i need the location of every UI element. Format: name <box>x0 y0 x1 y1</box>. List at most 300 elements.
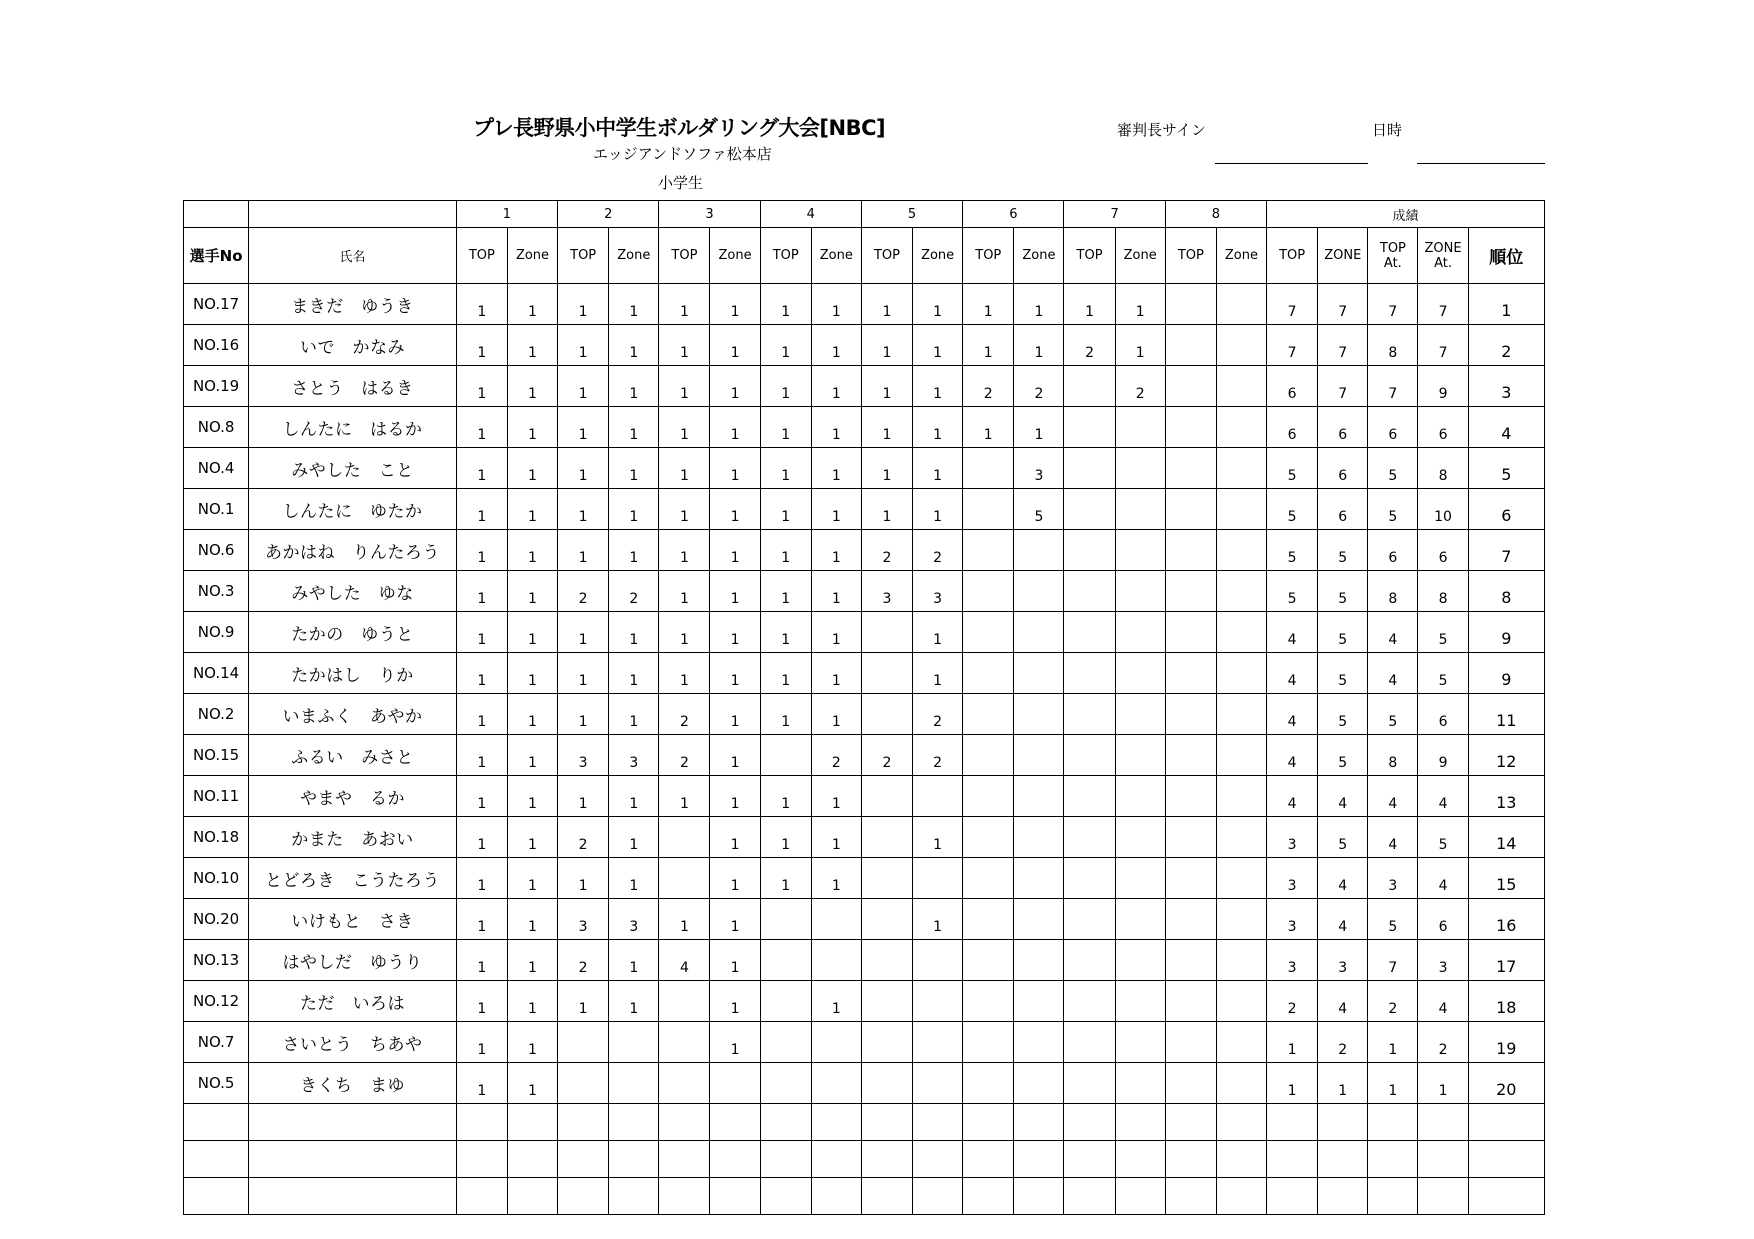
player-name-cell: きくち まゆ <box>249 1063 457 1104</box>
total-top-cell: 1 <box>1267 1022 1318 1063</box>
round-8-zone-cell <box>1216 653 1266 694</box>
round-5-zone-cell: 2 <box>913 530 963 571</box>
rank-cell: 3 <box>1468 366 1544 407</box>
round-7-zone-cell <box>1115 940 1165 981</box>
round-1-zone-cell: 1 <box>507 1022 557 1063</box>
round-5-zone-cell: 1 <box>913 817 963 858</box>
table-row <box>184 1022 1545 1063</box>
round-5-top-cell <box>861 776 912 817</box>
player-no-cell: NO.15 <box>184 735 249 776</box>
round-1-zone-cell: 1 <box>507 735 557 776</box>
player-name-cell: たかの ゆうと <box>249 612 457 653</box>
zone-attempts-cell: 8 <box>1418 448 1468 489</box>
empty-cell <box>1064 1104 1115 1141</box>
round-5-top-cell: 3 <box>861 571 912 612</box>
sheet-title: プレ長野県小中学生ボルダリング大会[NBC] <box>473 116 886 140</box>
empty-cell <box>184 1104 249 1141</box>
round-6-zone-cell: 1 <box>1014 407 1064 448</box>
round-2-top-cell: 1 <box>558 530 609 571</box>
empty-cell <box>558 1104 609 1141</box>
round-8-zone-cell <box>1216 776 1266 817</box>
round-3-top-cell <box>659 1022 710 1063</box>
player-name-cell: たかはし りか <box>249 653 457 694</box>
empty-cell <box>913 1178 963 1215</box>
player-no-cell: NO.2 <box>184 694 249 735</box>
round-7-top-cell <box>1064 940 1115 981</box>
total-zone-cell: 7 <box>1318 366 1368 407</box>
player-no-cell: NO.1 <box>184 489 249 530</box>
total-top-cell: 7 <box>1267 284 1318 325</box>
round-6-top-cell <box>963 817 1014 858</box>
empty-cell <box>710 1178 760 1215</box>
round-3-top-cell: 1 <box>659 653 710 694</box>
round-2-top-cell: 1 <box>558 366 609 407</box>
round-1-zone-cell: 1 <box>507 694 557 735</box>
round-2-zone-cell: 1 <box>609 694 659 735</box>
player-no-cell: NO.8 <box>184 407 249 448</box>
round-4-zone-cell: 1 <box>811 653 861 694</box>
player-name-cell: しんたに はるか <box>249 407 457 448</box>
zone-attempts-cell: 7 <box>1418 284 1468 325</box>
round-1-top-cell: 1 <box>456 653 507 694</box>
round-1-zone-cell: 1 <box>507 407 557 448</box>
total-top-cell: 4 <box>1267 612 1318 653</box>
round-3-zone-cell: 1 <box>710 899 760 940</box>
round-2-top-cell: 2 <box>558 571 609 612</box>
empty-cell <box>456 1178 507 1215</box>
empty-cell <box>1468 1104 1544 1141</box>
round-1-zone-cell: 1 <box>507 653 557 694</box>
round-6-top-cell <box>963 858 1014 899</box>
round-4-zone-cell: 1 <box>811 407 861 448</box>
top-attempts-cell: 4 <box>1368 612 1418 653</box>
zone-header: Zone <box>710 228 760 284</box>
results-group-header: 成績 <box>1267 201 1545 228</box>
empty-cell <box>1418 1104 1468 1141</box>
round-2-top-cell <box>558 1022 609 1063</box>
round-6-top-cell <box>963 653 1014 694</box>
round-1-zone-cell: 1 <box>507 612 557 653</box>
zone-attempts-cell: 10 <box>1418 489 1468 530</box>
empty-cell <box>507 1141 557 1178</box>
round-6-zone-cell: 1 <box>1014 325 1064 366</box>
round-1-top-cell: 1 <box>456 530 507 571</box>
zone-attempts-header-line1: ZONE <box>1424 240 1462 256</box>
player-name-cell: かまた あおい <box>249 817 457 858</box>
round-4-zone-cell: 1 <box>811 858 861 899</box>
round-4-zone-cell: 1 <box>811 817 861 858</box>
player-name-cell: とどろき こうたろう <box>249 858 457 899</box>
round-6-top-cell <box>963 1063 1014 1104</box>
round-7-top-cell <box>1064 407 1115 448</box>
round-3-top-cell: 1 <box>659 571 710 612</box>
round-1-top-cell: 1 <box>456 489 507 530</box>
top-attempts-cell: 7 <box>1368 940 1418 981</box>
zone-header: Zone <box>507 228 557 284</box>
name-header: 氏名 <box>249 228 457 284</box>
round-7-zone-cell <box>1115 571 1165 612</box>
round-3-top-cell <box>659 858 710 899</box>
player-name-cell: いまふく あやか <box>249 694 457 735</box>
top-attempts-cell: 4 <box>1368 653 1418 694</box>
round-4-header: 4 <box>760 201 861 228</box>
top-attempts-cell: 8 <box>1368 325 1418 366</box>
empty-cell <box>507 1104 557 1141</box>
empty-cell <box>1064 1178 1115 1215</box>
zone-attempts-cell: 6 <box>1418 899 1468 940</box>
round-8-top-cell <box>1165 489 1216 530</box>
table-row <box>184 530 1545 571</box>
date-line <box>1417 163 1545 164</box>
round-7-zone-cell <box>1115 899 1165 940</box>
round-5-zone-cell: 3 <box>913 571 963 612</box>
round-4-top-cell: 1 <box>760 776 811 817</box>
top-attempts-cell: 5 <box>1368 694 1418 735</box>
round-5-top-cell: 1 <box>861 366 912 407</box>
round-7-zone-cell <box>1115 653 1165 694</box>
round-2-top-cell: 3 <box>558 735 609 776</box>
round-8-zone-cell <box>1216 899 1266 940</box>
empty-cell <box>1318 1178 1368 1215</box>
round-3-zone-cell: 1 <box>710 448 760 489</box>
total-top-cell: 2 <box>1267 981 1318 1022</box>
round-6-top-cell <box>963 448 1014 489</box>
round-3-zone-cell: 1 <box>710 776 760 817</box>
round-7-zone-cell: 1 <box>1115 325 1165 366</box>
round-8-top-cell <box>1165 325 1216 366</box>
round-8-zone-cell <box>1216 489 1266 530</box>
total-top-cell: 3 <box>1267 899 1318 940</box>
round-8-top-cell <box>1165 776 1216 817</box>
date-label: 日時 <box>1372 121 1403 139</box>
round-3-top-cell: 1 <box>659 366 710 407</box>
empty-table-row <box>184 1104 1545 1141</box>
round-3-zone-cell: 1 <box>710 489 760 530</box>
total-zone-cell: 5 <box>1318 653 1368 694</box>
round-6-top-cell <box>963 940 1014 981</box>
total-zone-cell: 5 <box>1318 530 1368 571</box>
round-7-top-cell <box>1064 489 1115 530</box>
empty-cell <box>1267 1104 1318 1141</box>
round-1-top-cell: 1 <box>456 858 507 899</box>
total-top-cell: 4 <box>1267 653 1318 694</box>
total-zone-cell: 5 <box>1318 817 1368 858</box>
total-zone-cell: 7 <box>1318 284 1368 325</box>
round-3-top-cell: 1 <box>659 899 710 940</box>
round-7-zone-cell <box>1115 448 1165 489</box>
empty-cell <box>760 1178 811 1215</box>
table-row <box>184 489 1545 530</box>
round-2-zone-cell: 2 <box>609 571 659 612</box>
zone-header: Zone <box>913 228 963 284</box>
round-8-top-cell <box>1165 653 1216 694</box>
round-6-top-cell <box>963 612 1014 653</box>
top-attempts-cell: 3 <box>1368 858 1418 899</box>
total-zone-cell: 3 <box>1318 940 1368 981</box>
round-8-top-cell <box>1165 940 1216 981</box>
round-2-top-cell <box>558 1063 609 1104</box>
empty-cell <box>1115 1178 1165 1215</box>
round-3-zone-cell: 1 <box>710 817 760 858</box>
rank-cell: 20 <box>1468 1063 1544 1104</box>
round-8-top-cell <box>1165 530 1216 571</box>
total-zone-cell: 5 <box>1318 612 1368 653</box>
empty-cell <box>963 1178 1014 1215</box>
round-4-top-cell: 1 <box>760 489 811 530</box>
round-1-zone-cell: 1 <box>507 448 557 489</box>
round-2-top-cell: 1 <box>558 776 609 817</box>
round-1-top-cell: 1 <box>456 694 507 735</box>
rank-cell: 7 <box>1468 530 1544 571</box>
top-attempts-cell: 6 <box>1368 407 1418 448</box>
round-6-top-cell <box>963 571 1014 612</box>
round-5-zone-cell: 1 <box>913 489 963 530</box>
round-1-top-cell: 1 <box>456 571 507 612</box>
round-8-zone-cell <box>1216 694 1266 735</box>
round-1-top-cell: 1 <box>456 817 507 858</box>
round-4-zone-cell: 1 <box>811 694 861 735</box>
total-zone-cell: 2 <box>1318 1022 1368 1063</box>
round-3-zone-cell: 1 <box>710 366 760 407</box>
round-2-zone-cell: 3 <box>609 899 659 940</box>
round-5-top-cell <box>861 1022 912 1063</box>
round-5-zone-cell: 1 <box>913 325 963 366</box>
round-8-top-cell <box>1165 284 1216 325</box>
empty-cell <box>609 1141 659 1178</box>
empty-cell <box>760 1141 811 1178</box>
empty-cell <box>1318 1104 1368 1141</box>
round-1-header: 1 <box>456 201 557 228</box>
empty-cell <box>659 1141 710 1178</box>
top-header: TOP <box>659 228 710 284</box>
round-7-top-cell <box>1064 776 1115 817</box>
round-3-top-cell: 1 <box>659 284 710 325</box>
table-row <box>184 612 1545 653</box>
player-name-cell: みやした こと <box>249 448 457 489</box>
table-row <box>184 735 1545 776</box>
round-2-top-cell: 2 <box>558 817 609 858</box>
round-5-zone-cell <box>913 858 963 899</box>
total-top-header: TOP <box>1267 228 1318 284</box>
round-5-top-cell <box>861 981 912 1022</box>
round-2-zone-cell: 1 <box>609 325 659 366</box>
round-1-zone-cell: 1 <box>507 981 557 1022</box>
zone-attempts-cell: 9 <box>1418 366 1468 407</box>
venue-name: エッジアンドソファ松本店 <box>593 145 772 163</box>
round-7-top-cell <box>1064 530 1115 571</box>
round-4-zone-cell <box>811 1022 861 1063</box>
round-7-top-cell <box>1064 1063 1115 1104</box>
empty-cell <box>710 1104 760 1141</box>
zone-attempts-cell: 3 <box>1418 940 1468 981</box>
round-1-top-cell: 1 <box>456 776 507 817</box>
round-6-zone-cell <box>1014 530 1064 571</box>
round-7-zone-cell <box>1115 530 1165 571</box>
round-6-zone-cell <box>1014 571 1064 612</box>
round-2-zone-cell: 1 <box>609 653 659 694</box>
top-attempts-cell: 7 <box>1368 284 1418 325</box>
total-zone-cell: 5 <box>1318 571 1368 612</box>
round-5-zone-cell: 1 <box>913 284 963 325</box>
empty-cell <box>1418 1141 1468 1178</box>
empty-cell <box>1267 1178 1318 1215</box>
round-4-top-cell <box>760 899 811 940</box>
round-7-top-cell <box>1064 571 1115 612</box>
table-row <box>184 571 1545 612</box>
zone-attempts-cell: 4 <box>1418 858 1468 899</box>
round-3-zone-cell: 1 <box>710 325 760 366</box>
player-name-cell: いけもと さき <box>249 899 457 940</box>
player-no-cell: NO.7 <box>184 1022 249 1063</box>
round-3-zone-cell: 1 <box>710 940 760 981</box>
round-6-top-cell <box>963 735 1014 776</box>
player-name-cell: まきだ ゆうき <box>249 284 457 325</box>
round-8-top-cell <box>1165 694 1216 735</box>
round-5-top-cell <box>861 694 912 735</box>
player-no-cell: NO.16 <box>184 325 249 366</box>
rank-cell: 9 <box>1468 653 1544 694</box>
round-2-zone-cell: 1 <box>609 530 659 571</box>
column-header-row <box>184 228 1545 284</box>
table-row <box>184 284 1545 325</box>
round-7-zone-cell <box>1115 858 1165 899</box>
round-4-zone-cell <box>811 940 861 981</box>
player-no-cell: NO.10 <box>184 858 249 899</box>
round-5-zone-cell <box>913 1063 963 1104</box>
empty-cell <box>1115 1104 1165 1141</box>
round-8-top-cell <box>1165 858 1216 899</box>
empty-cell <box>861 1141 912 1178</box>
round-1-zone-cell: 1 <box>507 489 557 530</box>
total-zone-cell: 5 <box>1318 694 1368 735</box>
round-4-top-cell <box>760 981 811 1022</box>
empty-cell <box>1368 1104 1418 1141</box>
rank-cell: 12 <box>1468 735 1544 776</box>
player-no-cell: NO.18 <box>184 817 249 858</box>
top-header: TOP <box>558 228 609 284</box>
zone-attempts-cell: 5 <box>1418 817 1468 858</box>
round-5-top-cell: 2 <box>861 735 912 776</box>
round-2-zone-cell <box>609 1022 659 1063</box>
table-row <box>184 407 1545 448</box>
round-2-zone-cell: 1 <box>609 981 659 1022</box>
round-6-zone-cell <box>1014 735 1064 776</box>
round-1-zone-cell: 1 <box>507 530 557 571</box>
total-zone-cell: 5 <box>1318 735 1368 776</box>
round-8-header: 8 <box>1165 201 1266 228</box>
round-4-top-cell: 1 <box>760 571 811 612</box>
rank-cell: 9 <box>1468 612 1544 653</box>
empty-cell <box>659 1178 710 1215</box>
total-top-cell: 1 <box>1267 1063 1318 1104</box>
player-name-cell: あかはね りんたろう <box>249 530 457 571</box>
empty-cell <box>710 1141 760 1178</box>
round-4-zone-cell: 1 <box>811 489 861 530</box>
rank-cell: 16 <box>1468 899 1544 940</box>
round-3-zone-cell: 1 <box>710 530 760 571</box>
empty-cell <box>1115 1141 1165 1178</box>
round-6-top-cell <box>963 489 1014 530</box>
round-4-top-cell: 1 <box>760 858 811 899</box>
top-header: TOP <box>1064 228 1115 284</box>
total-zone-cell: 6 <box>1318 489 1368 530</box>
total-zone-cell: 4 <box>1318 981 1368 1022</box>
rank-cell: 15 <box>1468 858 1544 899</box>
round-2-top-cell: 1 <box>558 284 609 325</box>
rank-cell: 14 <box>1468 817 1544 858</box>
total-top-cell: 3 <box>1267 817 1318 858</box>
round-8-zone-cell <box>1216 571 1266 612</box>
table-row <box>184 653 1545 694</box>
round-1-zone-cell: 1 <box>507 1063 557 1104</box>
round-8-zone-cell <box>1216 407 1266 448</box>
round-3-zone-cell <box>710 1063 760 1104</box>
top-attempts-cell: 2 <box>1368 981 1418 1022</box>
round-3-top-cell: 1 <box>659 407 710 448</box>
round-6-top-cell <box>963 981 1014 1022</box>
round-4-zone-cell: 1 <box>811 776 861 817</box>
round-6-zone-cell <box>1014 858 1064 899</box>
round-4-top-cell: 1 <box>760 612 811 653</box>
round-8-zone-cell <box>1216 817 1266 858</box>
empty-cell <box>1368 1178 1418 1215</box>
round-3-zone-cell: 1 <box>710 284 760 325</box>
round-7-top-cell <box>1064 981 1115 1022</box>
round-5-zone-cell <box>913 981 963 1022</box>
round-7-zone-cell: 2 <box>1115 366 1165 407</box>
round-1-top-cell: 1 <box>456 612 507 653</box>
round-7-zone-cell <box>1115 776 1165 817</box>
zone-header: Zone <box>811 228 861 284</box>
round-8-zone-cell <box>1216 735 1266 776</box>
round-1-zone-cell: 1 <box>507 571 557 612</box>
round-2-top-cell: 1 <box>558 653 609 694</box>
empty-cell <box>811 1104 861 1141</box>
round-2-zone-cell: 1 <box>609 940 659 981</box>
top-attempts-cell: 1 <box>1368 1063 1418 1104</box>
top-attempts-header-line1: TOP <box>1379 240 1406 256</box>
round-2-zone-cell: 1 <box>609 612 659 653</box>
round-6-top-cell: 1 <box>963 325 1014 366</box>
round-6-zone-cell <box>1014 940 1064 981</box>
player-no-cell: NO.4 <box>184 448 249 489</box>
round-2-top-cell: 1 <box>558 407 609 448</box>
round-7-zone-cell <box>1115 1063 1165 1104</box>
round-7-zone-cell <box>1115 1022 1165 1063</box>
top-attempts-cell: 4 <box>1368 776 1418 817</box>
round-1-zone-cell: 1 <box>507 325 557 366</box>
round-8-top-cell <box>1165 612 1216 653</box>
player-no-cell: NO.11 <box>184 776 249 817</box>
round-2-top-cell: 1 <box>558 325 609 366</box>
empty-cell <box>1418 1178 1468 1215</box>
round-1-top-cell: 1 <box>456 366 507 407</box>
total-top-cell: 5 <box>1267 571 1318 612</box>
round-2-zone-cell: 1 <box>609 407 659 448</box>
top-attempts-cell: 6 <box>1368 530 1418 571</box>
round-3-top-cell: 4 <box>659 940 710 981</box>
round-3-zone-cell: 1 <box>710 858 760 899</box>
round-3-top-cell: 1 <box>659 530 710 571</box>
round-5-zone-cell: 1 <box>913 448 963 489</box>
round-1-zone-cell: 1 <box>507 366 557 407</box>
round-3-zone-cell: 1 <box>710 981 760 1022</box>
total-zone-cell: 6 <box>1318 448 1368 489</box>
round-6-zone-cell <box>1014 817 1064 858</box>
round-1-top-cell: 1 <box>456 284 507 325</box>
total-top-cell: 5 <box>1267 448 1318 489</box>
table-row <box>184 940 1545 981</box>
